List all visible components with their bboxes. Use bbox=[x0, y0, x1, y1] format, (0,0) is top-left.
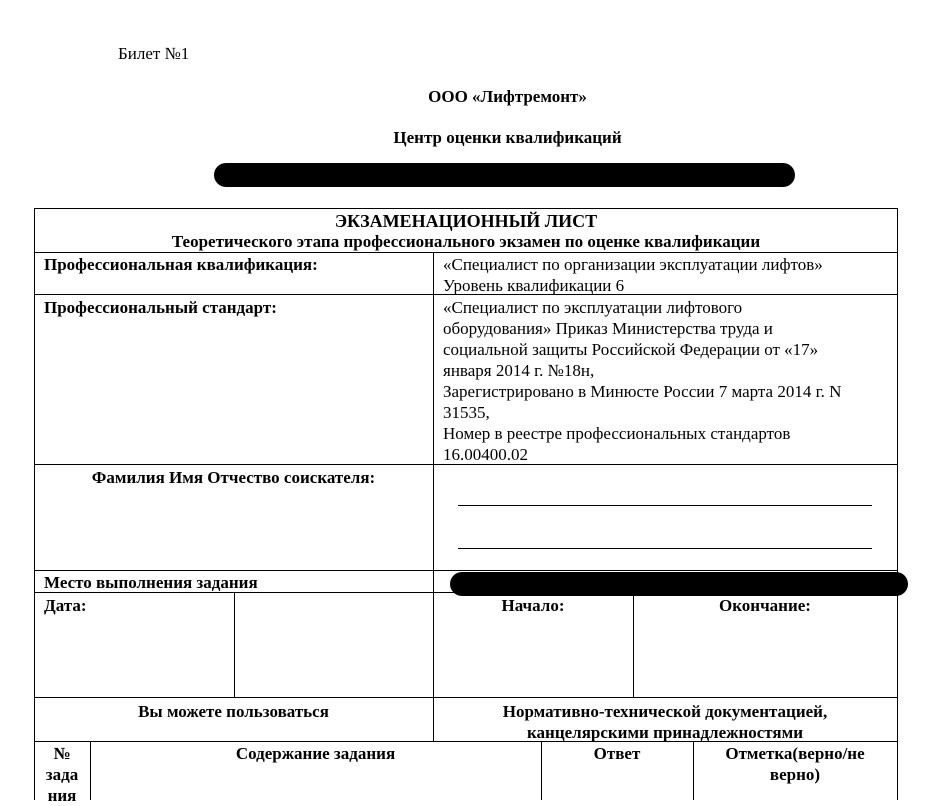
applicant-name-line-2[interactable] bbox=[458, 548, 872, 549]
allowed-label: Вы можете пользоваться bbox=[138, 702, 329, 721]
sheet-title: ЭКЗАМЕНАЦИОННЫЙ ЛИСТ bbox=[334, 211, 598, 231]
standard-line: социальной защиты Российской Федерации от «17» bbox=[443, 340, 819, 359]
task-number-header bbox=[34, 743, 90, 806]
standard-value bbox=[443, 297, 841, 465]
date-label: Дата: bbox=[44, 596, 87, 615]
qualification-label: Профессиональная квалификация: bbox=[44, 255, 318, 274]
place-label: Место выполнения задания bbox=[44, 573, 258, 592]
allowed-value bbox=[433, 701, 897, 743]
ticket-number: Билет №1 bbox=[118, 44, 190, 63]
standard-line: «Специалист по эксплуатации лифтового bbox=[443, 298, 743, 317]
standard-line: января 2014 г. №18н, bbox=[443, 361, 595, 380]
standard-line: 31535, bbox=[443, 403, 490, 422]
qualification-value bbox=[443, 254, 823, 296]
applicant-name-line[interactable] bbox=[458, 505, 872, 506]
standard-line: Зарегистрировано в Минюсте России 7 марта 2014 г. N bbox=[443, 382, 842, 401]
task-content-header: Содержание задания bbox=[235, 744, 396, 763]
sheet-subtitle: Теоретического этапа профессионального экзамен по оценке квалификации bbox=[171, 232, 761, 251]
mark-header-line: Отметка(верно/не bbox=[725, 744, 865, 763]
end-label: Окончание: bbox=[719, 596, 811, 615]
task-number-header-line: № bbox=[53, 744, 71, 763]
standard-line: Номер в реестре профессиональных стандартов bbox=[443, 424, 791, 443]
organization-name: ООО «Лифтремонт» bbox=[428, 87, 587, 106]
center-name: Центр оценки квалификаций bbox=[393, 128, 622, 147]
applicant-label: Фамилия Имя Отчество соискателя: bbox=[91, 468, 376, 487]
mark-header bbox=[693, 743, 897, 785]
standard-line: оборудования» Приказ Министерства труда и bbox=[443, 319, 773, 338]
allowed-value-line: Нормативно-технической документацией, bbox=[502, 702, 828, 721]
allowed-value-line: канцелярскими принадлежностями bbox=[526, 723, 803, 742]
redaction-bar bbox=[214, 163, 795, 187]
redaction-bar bbox=[450, 572, 908, 596]
answer-header: Ответ bbox=[593, 744, 641, 763]
task-number-header-line: ния bbox=[47, 786, 77, 805]
qualification-value-line: «Специалист по организации эксплуатации лифтов» bbox=[443, 255, 823, 274]
mark-header-line: верно) bbox=[769, 765, 821, 784]
standard-label: Профессиональный стандарт: bbox=[44, 298, 277, 317]
qualification-level: Уровень квалификации 6 bbox=[443, 276, 625, 295]
task-number-header-line: зада bbox=[45, 765, 79, 784]
standard-line: 16.00400.02 bbox=[443, 445, 528, 464]
start-label: Начало: bbox=[501, 596, 565, 615]
